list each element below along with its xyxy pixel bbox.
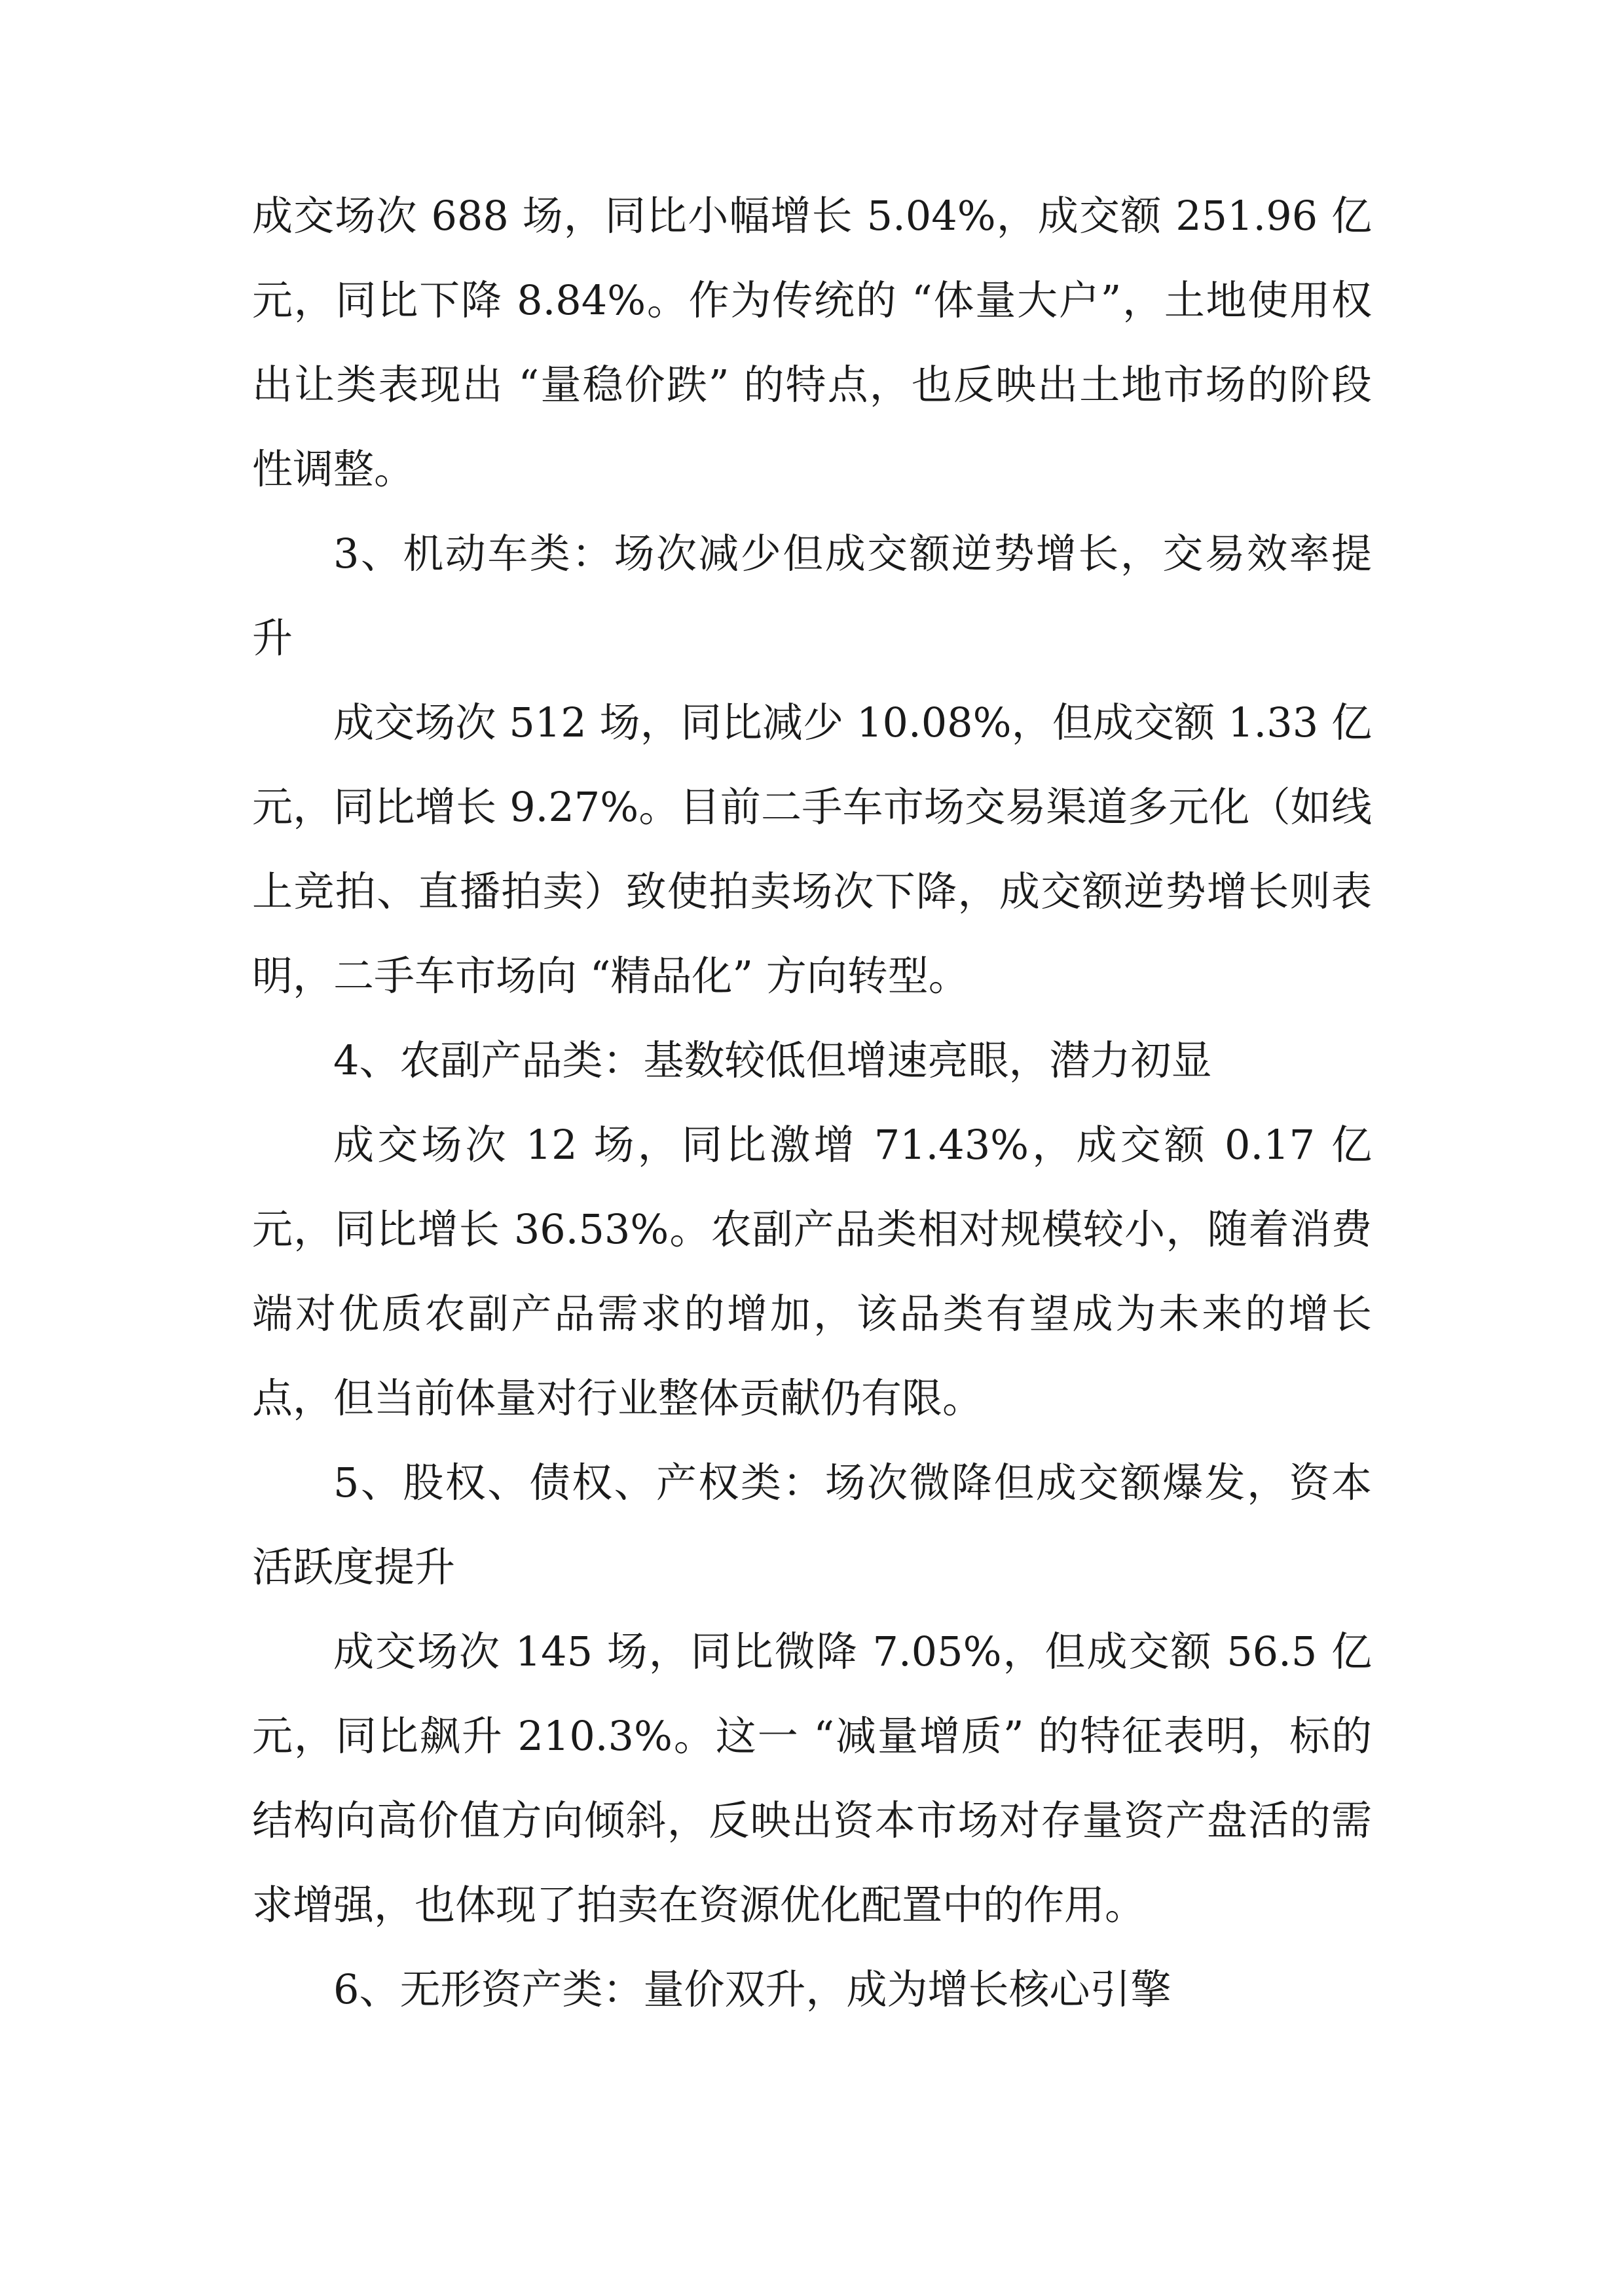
document-body: [252, 173, 1372, 2032]
paragraph-land-use-summary: 成交场次 688 场，同比小幅增长 5.04%，成交额 251.96 亿元，同比下降 8.84%。作为传统的 “体量大户”，土地使用权出让类表现出 “量稳价跌” 的特点，也反映出土地市场的阶段性调整。: [252, 192, 1372, 493]
heading-motor-vehicles: 3、机动车类：场次减少但成交额逆势增长，交易效率提升: [252, 530, 1372, 662]
paragraph-agricultural-products: 成交场次 12 场，同比激增 71.43%，成交额 0.17 亿元，同比增长 36.53%。农副产品类相对规模较小，随着消费端对优质农副产品需求的增加，该品类有望成为未来的增长点，但当前体量对行业整体贡献仍有限。: [252, 1121, 1372, 1422]
heading-intangible-assets: 6、无形资产类：量价双升，成为增长核心引擎: [333, 1965, 1172, 2013]
heading-equity-debt-property: 5、股权、债权、产权类：场次微降但成交额爆发，资本活跃度提升: [252, 1459, 1372, 1591]
heading-agricultural-products: 4、农副产品类：基数较低但增速亮眼，潜力初显: [333, 1036, 1212, 1084]
paragraph-motor-vehicles: 成交场次 512 场，同比减少 10.08%，但成交额 1.33 亿元，同比增长 9.27%。目前二手车市场交易渠道多元化（如线上竞拍、直播拍卖）致使拍卖场次下降，成交额逆势增长则表明，二手车市场向 “精品化” 方向转型。: [252, 699, 1372, 1000]
paragraph-equity-debt-property: 成交场次 145 场，同比微降 7.05%，但成交额 56.5 亿元，同比飙升 210.3%。这一 “减量增质” 的特征表明，标的结构向高价值方向倾斜，反映出资本市场对存量资产盘活的需求增强，也体现了拍卖在资源优化配置中的作用。: [252, 1628, 1372, 1929]
